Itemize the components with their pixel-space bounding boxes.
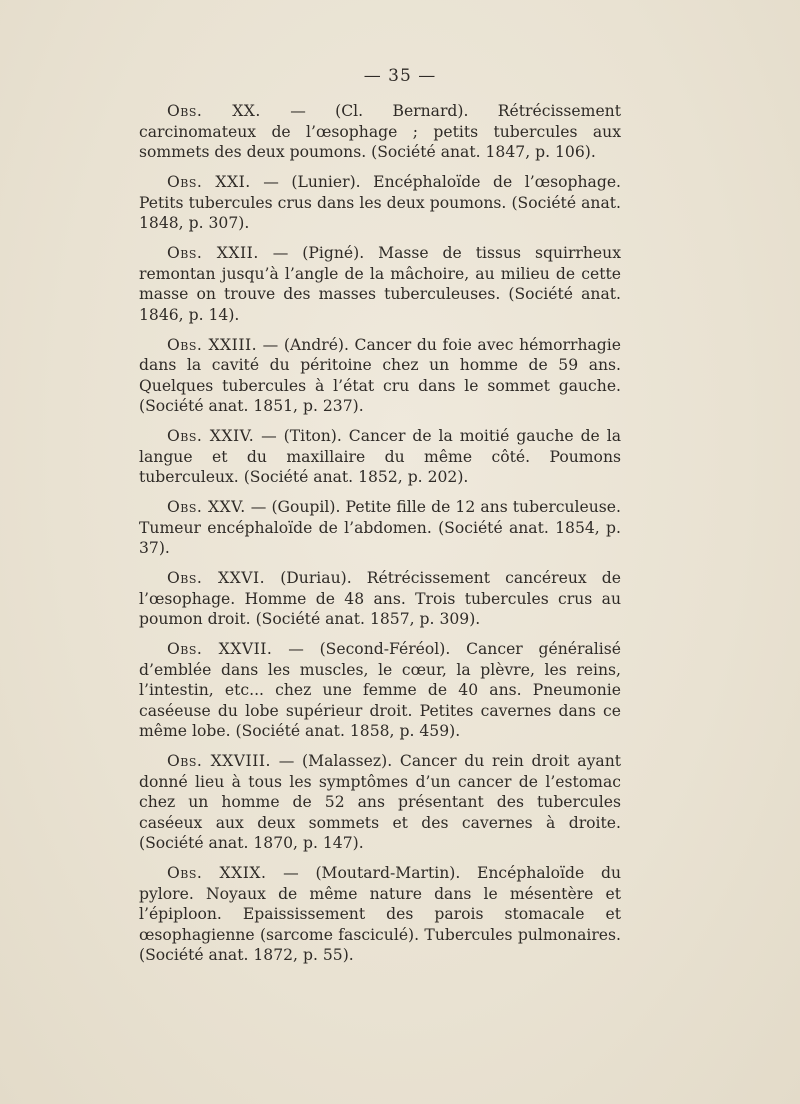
observation-text: — (Second-Féréol). Cancer généralisé d’emblée dans les muscles, le cœur, la plèvre, les reins, l’intestin, etc... chez une femme de 40 ans. Pneumonie caséeuse du lobe supérieur droit. Petites cavernes dans ce même lobe. (Société anat. 1858, p. 459). — [139, 640, 621, 740]
observation-label: Obs. XXVI. — [167, 569, 266, 587]
observation-label: Obs. XXV. — [167, 498, 246, 516]
observation-text: — (Moutard-Martin). Encéphaloïde du pylore. Noyaux de même nature dans le mésentère et l’épiploon. Epaississement des parois stomacale et œsophagienne (sarcome fasciculé). Tubercules pulmonaires. (Société anat. 1872, p. 55). — [139, 864, 621, 964]
observation-label: Obs. XXVIII. — [167, 752, 271, 770]
observation-label: Obs. XXIX. — [167, 864, 267, 882]
observations-list — [139, 101, 621, 975]
observation-text: — (Malassez). Cancer du rein droit ayant donné lieu à tous les symptômes d’un cancer de l’estomac chez un homme de 52 ans présentant des tubercules caséeux aux deux sommets et des cavernes à droite. (Société anat. 1870, p. 147). — [139, 752, 622, 852]
observation-22 — [139, 243, 621, 325]
page-number: — 35 — — [363, 66, 437, 86]
observation-20 — [139, 101, 621, 163]
observation-text: — (Cl. Bernard). Rétrécissement carcinomateux de l’œsophage ; petits tubercules aux sommets des deux poumons. (Société anat. 1847, p. 106). — [139, 102, 621, 161]
observation-25 — [139, 497, 621, 559]
observation-label: Obs. XXII. — [167, 244, 259, 262]
observation-28 — [139, 751, 621, 854]
observation-text: — (Goupil). Petite fille de 12 ans tuberculeuse. Tumeur encéphaloïde de l’abdomen. (Société anat. 1854, p. 37). — [139, 498, 621, 557]
observation-label: Obs. XXVII. — [167, 640, 273, 658]
observation-text: (Duriau). Rétrécissement cancéreux de l’œsophage. Homme de 48 ans. Trois tubercules crus au poumon droit. (Société anat. 1857, p. 309). — [139, 569, 621, 628]
observation-text: — (Titon). Cancer de la moitié gauche de la langue et du maxillaire du même côté. Poumons tuberculeux. (Société anat. 1852, p. 202). — [139, 427, 622, 486]
observation-26 — [139, 568, 621, 630]
observation-29 — [139, 863, 621, 966]
observation-label: Obs. XX. — [167, 102, 261, 120]
observation-27 — [139, 639, 621, 742]
observation-21 — [139, 172, 621, 234]
observation-23 — [139, 335, 621, 417]
observation-text: — (André). Cancer du foie avec hémorrhagie dans la cavité du péritoine chez un homme de 59 ans. Quelques tubercules à l’état cru dans le sommet gauche. (Société anat. 1851, p. 237). — [139, 335, 621, 415]
observation-24 — [139, 426, 621, 488]
observation-label: Obs. XXIV. — [167, 427, 255, 445]
observation-label: Obs. XXI. — [167, 173, 251, 191]
observation-label: Obs. XXIII. — [167, 335, 258, 354]
observation-text: — (Lunier). Encéphaloïde de l’œsophage. Petits tubercules crus dans les deux poumons. (Société anat. 1848, p. 307). — [139, 173, 622, 232]
observation-text: — (Pigné). Masse de tissus squirrheux remontan jusqu’à l’angle de la mâchoire, au milieu de cette masse on trouve des masses tuberculeuses. (Société anat. 1846, p. 14). — [139, 244, 621, 324]
